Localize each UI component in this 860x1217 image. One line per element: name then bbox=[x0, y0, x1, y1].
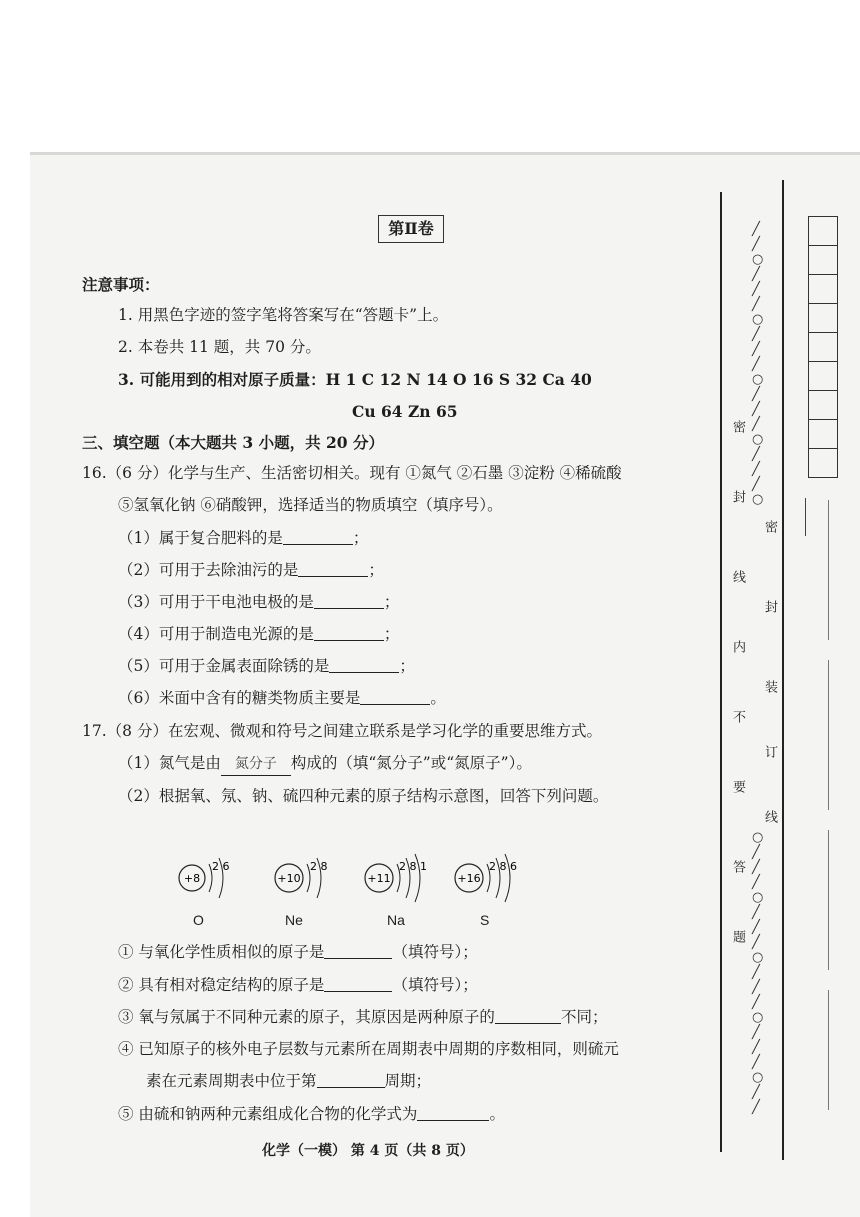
seal-word2-1: 密 bbox=[762, 520, 777, 535]
student-field-line bbox=[828, 660, 829, 810]
seal-word-3: 线 bbox=[730, 570, 745, 585]
q16-sub-5-text: （5）可用于金属表面除锈的是 bbox=[118, 657, 330, 675]
grid-cell[interactable] bbox=[808, 448, 838, 478]
answer-blank[interactable] bbox=[314, 592, 384, 609]
atom-diagram-oxygen bbox=[175, 850, 245, 910]
q17-sub-1 bbox=[118, 941, 478, 963]
answer-blank[interactable] bbox=[324, 942, 392, 959]
binding-line-left bbox=[720, 192, 722, 1152]
q17-sub-1-text-a: ① 与氧化学性质相似的原子是 bbox=[118, 943, 325, 961]
section-title: 第Ⅱ卷 bbox=[378, 215, 444, 243]
punct: 。 bbox=[430, 689, 446, 707]
seal-word-2: 封 bbox=[730, 490, 745, 505]
punct: ； bbox=[383, 625, 400, 643]
q17-sub-4-line2 bbox=[146, 1070, 431, 1092]
atom-symbol-o: O bbox=[193, 912, 204, 928]
seal-word-4: 内 bbox=[730, 640, 745, 655]
class-field-line bbox=[828, 830, 829, 970]
q16-sub-3-text: （3）可用于干电池电极的是 bbox=[118, 593, 314, 611]
binding-line-right bbox=[782, 180, 784, 1160]
q17-sub-4-line1: ④ 已知原子的核外电子层数与元素所在周期表中周期的序数相同，则硫元 bbox=[118, 1040, 619, 1058]
nucleus-charge: +10 bbox=[277, 872, 301, 885]
seal-word-7: 答 bbox=[730, 860, 745, 875]
electron-shells: 2 8 bbox=[310, 860, 328, 873]
q16-sub-2 bbox=[118, 559, 384, 581]
q16-sub-2-text: （2）可用于去除油污的是 bbox=[118, 561, 299, 579]
q17-sub-5-text-a: ⑤ 由硫和钠两种元素组成化合物的化学式为 bbox=[118, 1105, 418, 1123]
q16-sub-1-text: （1）属于复合肥料的是 bbox=[118, 529, 283, 547]
seal-word2-2: 封 bbox=[762, 600, 777, 615]
atom-symbol-s: S bbox=[480, 912, 490, 928]
seal-word-8: 题 bbox=[730, 930, 745, 945]
q17-part1-text-a: （1）氮气是由 bbox=[118, 754, 221, 772]
notice-item-3-cont: Cu 64 Zn 65 bbox=[352, 402, 458, 421]
seal-word2-4: 订 bbox=[762, 745, 777, 760]
q16-stem-line1: 16.（6 分）化学与生产、生活密切相关。现有 ①氮气 ②石墨 ③淀粉 ④稀硫酸 bbox=[82, 464, 622, 482]
answer-blank[interactable] bbox=[298, 560, 368, 577]
q17-sub-3-text-b: 不同； bbox=[560, 1008, 608, 1026]
binding-dashes-top: ╱ ╱ ○ ╱ ╱ ╱ ○ ╱ ╱ ╱ ○ ╱ ╱ ╱ ○ ╱ ╱ ╱ ○ bbox=[752, 222, 764, 507]
q16-sub-1 bbox=[118, 527, 368, 549]
punct: ； bbox=[368, 561, 384, 579]
grid-cell[interactable] bbox=[808, 303, 838, 333]
exam-number-grid bbox=[808, 216, 838, 486]
grid-cell[interactable] bbox=[808, 245, 838, 275]
answer-blank[interactable] bbox=[329, 656, 399, 673]
punct: ； bbox=[399, 657, 415, 675]
q16-sub-4 bbox=[118, 623, 399, 645]
atom-symbol-ne: Ne bbox=[285, 912, 303, 928]
grid-cell[interactable] bbox=[808, 332, 838, 362]
nucleus-charge: +11 bbox=[367, 872, 391, 885]
answer-blank-filled[interactable]: 氮分子 bbox=[221, 753, 291, 776]
q16-stem-line2: ⑤氢氧化钠 ⑥硝酸钾，选择适当的物质填空（填序号）。 bbox=[118, 496, 503, 514]
q17-stem: 17.（8 分）在宏观、微观和符号之间建立联系是学习化学的重要思维方式。 bbox=[82, 722, 602, 740]
electron-shells: 2 8 6 bbox=[489, 860, 517, 873]
notice-item-3: 3. 可能用到的相对原子质量：H 1 C 12 N 14 O 16 S 32 Ca 40 bbox=[118, 370, 592, 389]
q16-sub-3 bbox=[118, 591, 399, 613]
grid-cell[interactable] bbox=[808, 419, 838, 449]
seal-word-5: 不 bbox=[730, 710, 745, 725]
info-line bbox=[805, 498, 806, 536]
grid-cell[interactable] bbox=[808, 361, 838, 391]
q17-sub-3 bbox=[118, 1006, 607, 1028]
answer-blank[interactable] bbox=[495, 1007, 561, 1024]
notice-heading: 注意事项： bbox=[82, 275, 160, 294]
q17-sub-5 bbox=[118, 1103, 505, 1125]
q17-sub-2-text-b: （填符号）； bbox=[392, 976, 478, 994]
answer-blank[interactable] bbox=[317, 1071, 385, 1088]
answer-blank[interactable] bbox=[283, 528, 353, 545]
q16-sub-4-text: （4）可用于制造电光源的是 bbox=[118, 625, 314, 643]
atom-diagram-sulfur bbox=[452, 850, 532, 910]
q17-part1-text-b: 构成的（填“氮分子”或“氮原子”）。 bbox=[290, 754, 532, 772]
seal-word2-5: 线 bbox=[762, 810, 777, 825]
page-footer: 化学（一模） 第 4 页（共 8 页） bbox=[262, 1143, 474, 1159]
q17-sub-2 bbox=[118, 974, 478, 996]
q17-part1 bbox=[118, 752, 532, 776]
q17-sub-4-text-c: 周期； bbox=[384, 1072, 432, 1090]
q17-sub-1-text-b: （填符号）； bbox=[392, 943, 478, 961]
seal-word-6: 要 bbox=[730, 780, 745, 795]
notice-item-1: 1. 用黑色字迹的签字笔将答案写在“答题卡”上。 bbox=[118, 306, 449, 324]
answer-blank[interactable] bbox=[314, 624, 384, 641]
punct: ； bbox=[383, 593, 400, 611]
answer-blank[interactable] bbox=[417, 1104, 489, 1121]
q17-sub-2-text-a: ② 具有相对稳定结构的原子是 bbox=[118, 976, 325, 994]
nucleus-charge: +16 bbox=[457, 872, 481, 885]
electron-shells: 2 6 bbox=[212, 860, 230, 873]
seal-word-1: 密 bbox=[730, 420, 745, 435]
school-field-line bbox=[828, 990, 829, 1110]
q17-sub-3-text-a: ③ 氧与氖属于不同种元素的原子，其原因是两种原子的 bbox=[118, 1008, 495, 1026]
q17-sub-4-text-b: 素在元素周期表中位于第 bbox=[146, 1072, 317, 1090]
notice-item-2: 2. 本卷共 11 题，共 70 分。 bbox=[118, 338, 321, 356]
part-heading: 三、填空题（本大题共 3 小题，共 20 分） bbox=[82, 433, 384, 452]
q17-part2: （2）根据氧、氖、钠、硫四种元素的原子结构示意图，回答下列问题。 bbox=[118, 787, 609, 805]
atom-diagram-neon bbox=[272, 850, 342, 910]
q16-sub-6-text: （6）米面中含有的糖类物质主要是 bbox=[118, 689, 361, 707]
nucleus-charge: +8 bbox=[183, 872, 201, 885]
grid-cell[interactable] bbox=[808, 274, 838, 304]
name-field-line bbox=[828, 500, 829, 640]
grid-cell[interactable] bbox=[808, 216, 838, 246]
seal-word2-3: 装 bbox=[762, 680, 777, 695]
q17-sub-5-text-b: 。 bbox=[489, 1105, 505, 1123]
q16-sub-5 bbox=[118, 655, 415, 677]
atom-diagram-sodium bbox=[362, 850, 442, 910]
atom-symbol-na: Na bbox=[387, 912, 405, 928]
q16-sub-6 bbox=[118, 687, 446, 709]
grid-cell[interactable] bbox=[808, 390, 838, 420]
answer-blank[interactable] bbox=[360, 688, 430, 705]
punct: ； bbox=[352, 529, 369, 547]
electron-shells: 2 8 1 bbox=[399, 860, 427, 873]
answer-blank[interactable] bbox=[324, 975, 392, 992]
binding-dashes-bottom: ○ ╱ ╱ ╱ ○ ╱ ╱ ╱ ○ ╱ ╱ ╱ ○ ╱ ╱ ╱ ○ ╱ ╱ bbox=[752, 830, 764, 1115]
